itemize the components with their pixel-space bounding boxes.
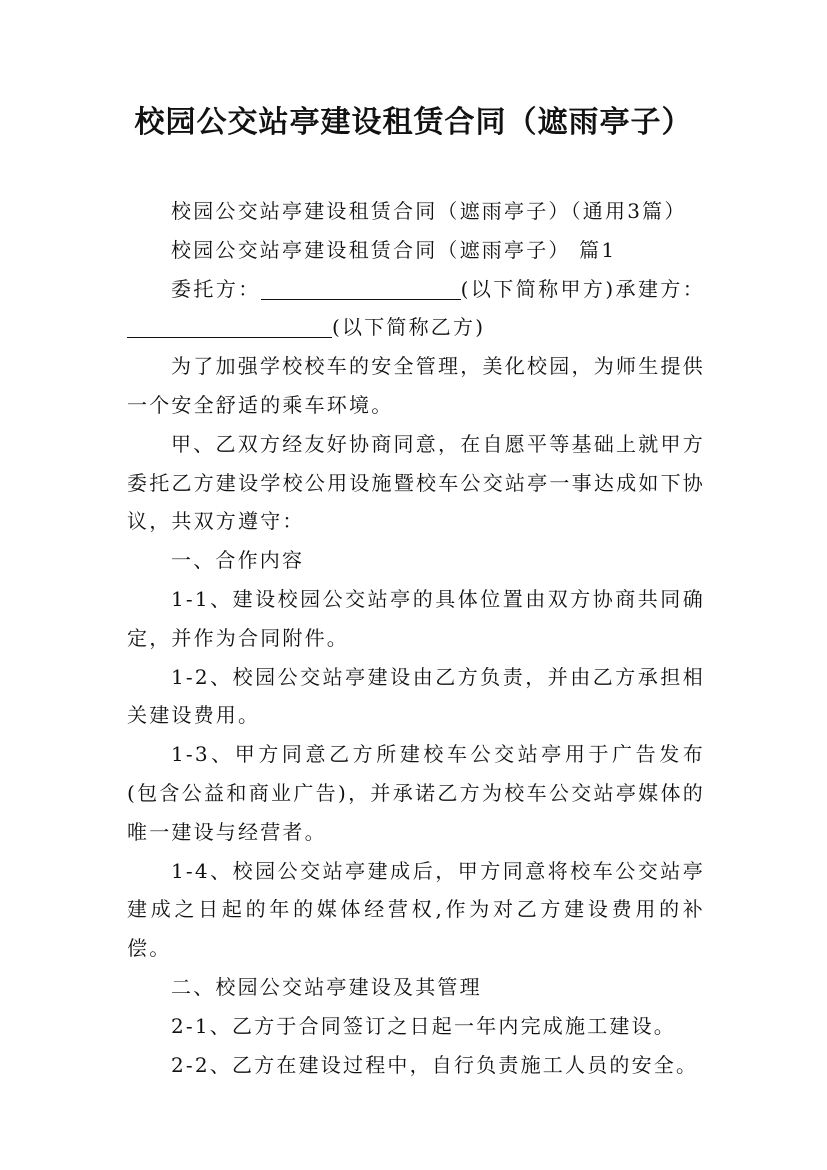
document-body	[127, 192, 705, 1084]
section-heading: 一、合作内容	[171, 548, 305, 573]
clause: 1-3、甲方同意乙方所建校车公交站亭用于广告发布(包含公益和商业广告)，并承诺乙方为校车公交站亭媒体的唯一建设与经营者。	[127, 742, 705, 844]
clause: 2-2、乙方在建设过程中，自行负责施工人员的安全。	[171, 1052, 699, 1077]
party-a-suffix: (以下简称甲方)承建方：	[460, 276, 705, 301]
section-heading: 二、校园公交站亭建设及其管理	[171, 974, 482, 999]
party-a-blank	[261, 275, 461, 300]
party-line	[127, 270, 705, 348]
clause: 2-1、乙方于合同签订之日起一年内完成施工建设。	[171, 1013, 677, 1038]
clause: 1-2、校园公交站亭建设由乙方负责，并由乙方承担相关建设费用。	[127, 664, 705, 728]
document-title: 校园公交站亭建设租赁合同（遮雨亭子）	[134, 105, 693, 140]
party-a-label: 委托方：	[171, 276, 261, 301]
clause: 1-4、校园公交站亭建成后，甲方同意将校车公交站亭建成之日起的年的媒体经营权,作为对乙方建设费用的补偿。	[127, 858, 705, 961]
party-b-suffix: (以下简称乙方)	[332, 315, 486, 340]
party-b-blank	[127, 313, 332, 338]
document-subtitle: 校园公交站亭建设租赁合同（遮雨亭子）（通用3篇）	[171, 199, 687, 223]
part-heading: 校园公交站亭建设租赁合同（遮雨亭子） 篇1	[171, 237, 617, 262]
paragraph: 甲、乙双方经友好协商同意，在自愿平等基础上就甲方委托乙方建设学校公用设施暨校车公交站亭一事达成如下协议，共双方遵守：	[127, 431, 705, 534]
clause: 1-1、建设校园公交站亭的具体位置由双方协商共同确定，并作为合同附件。	[127, 586, 705, 650]
paragraph: 为了加强学校校车的安全管理，美化校园，为师生提供一个安全舒适的乘车环境。	[127, 354, 705, 417]
